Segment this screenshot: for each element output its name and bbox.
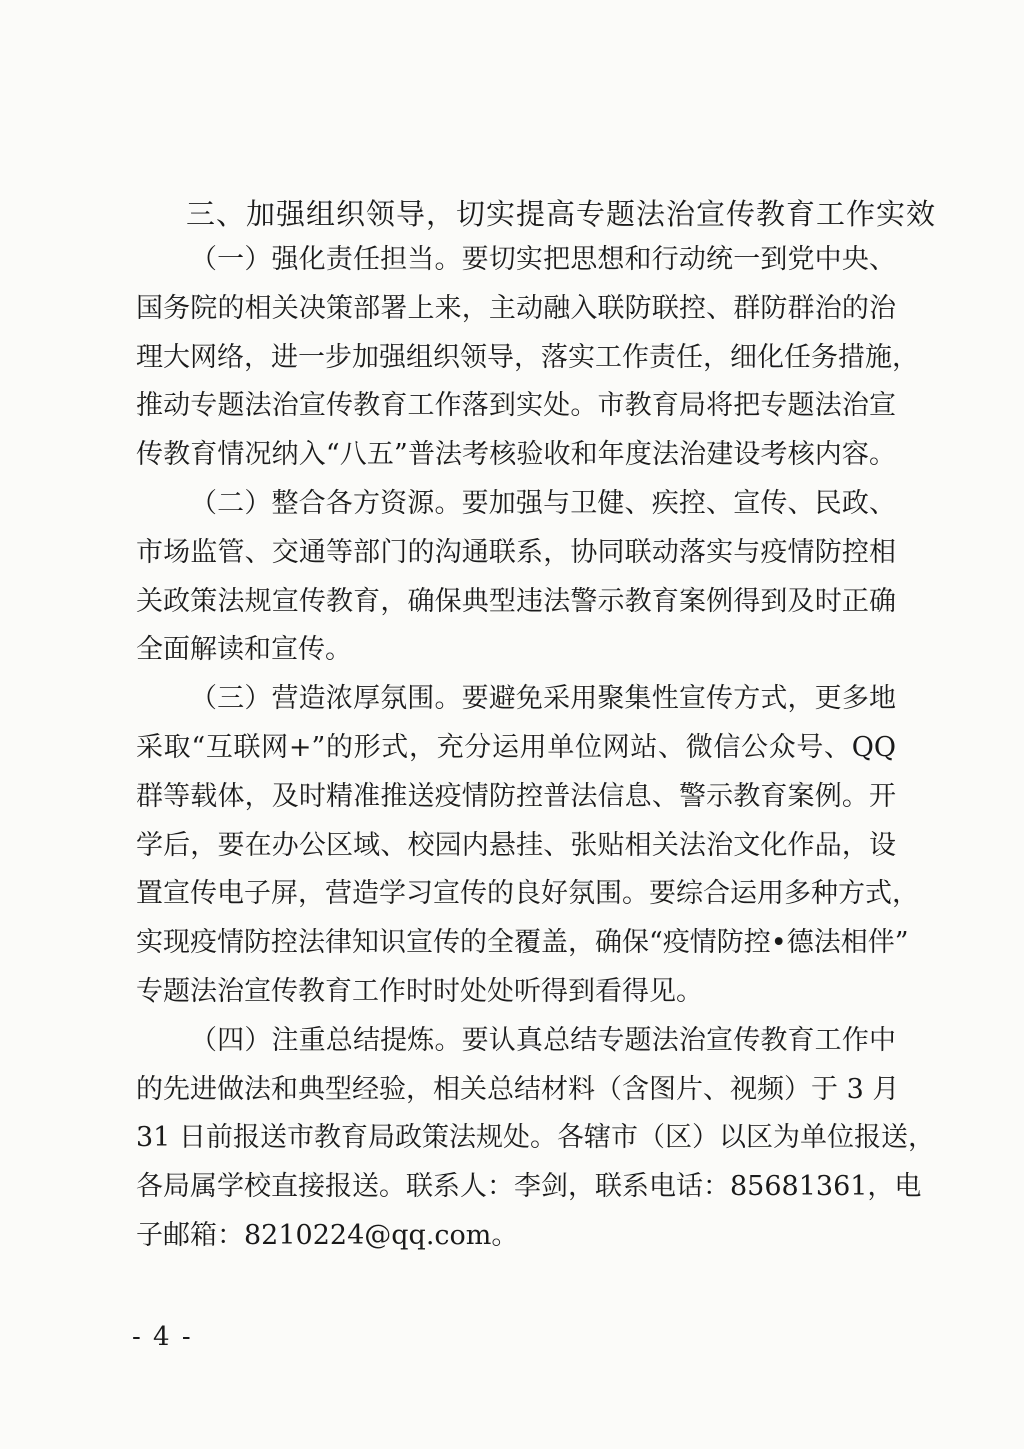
- paragraph-line: （四）注重总结提炼。要认真总结专题法治宣传教育工作中: [190, 1024, 896, 1056]
- paragraph-line: 的先进做法和典型经验，相关总结材料（含图片、视频）于 3 月: [136, 1073, 900, 1105]
- paragraph-line: 31 日前报送市教育局政策法规处。各辖市（区）以区为单位报送，: [136, 1122, 935, 1154]
- paragraph-1: [136, 236, 919, 480]
- page-number: - 4 -: [132, 1322, 193, 1352]
- paragraph-line: （一）强化责任担当。要切实把思想和行动统一到党中央、: [190, 244, 896, 275]
- paragraph-line: 采取“互联网+”的形式，充分运用单位网站、微信公众号、QQ: [136, 731, 896, 763]
- section-heading: 三、加强组织领导，切实提高专题法治宣传教育工作实效: [186, 197, 937, 231]
- paragraph-line: （二）整合各方资源。要加强与卫健、疾控、宣传、民政、: [190, 487, 896, 519]
- paragraph-3: [136, 675, 919, 1017]
- paragraph-line: 全面解读和宣传。: [136, 634, 352, 666]
- paragraph-line: 传教育情况纳入“八五”普法考核验收和年度法治建设考核内容。: [136, 439, 896, 471]
- paragraph-line: 群等载体，及时精准推送疫情防控普法信息、警示教育案例。开: [136, 780, 896, 812]
- paragraph-line: 各局属学校直接报送。联系人：李剑，联系电话：85681361，电: [136, 1171, 922, 1203]
- paragraph-line: 推动专题法治宣传教育工作落到实处。市教育局将把专题法治宣: [136, 390, 896, 422]
- paragraph-4: [136, 1017, 935, 1261]
- paragraph-line: 关政策法规宣传教育，确保典型违法警示教育案例得到及时正确: [136, 585, 896, 617]
- paragraph-line: （三）营造浓厚氛围。要避免采用聚集性宣传方式，更多地: [190, 683, 896, 715]
- body-text: [136, 236, 935, 1261]
- paragraph-line: 国务院的相关决策部署上来，主动融入联防联控、群防群治的治: [136, 292, 896, 324]
- paragraph-line: 市场监管、交通等部门的沟通联系，协同联动落实与疫情防控相: [136, 536, 896, 568]
- paragraph-line: 子邮箱：8210224@qq.com。: [136, 1219, 519, 1251]
- paragraph-line: 实现疫情防控法律知识宣传的全覆盖，确保“疫情防控•德法相伴”: [136, 927, 909, 959]
- paragraph-line: 置宣传电子屏，营造学习宣传的良好氛围。要综合运用多种方式，: [136, 878, 919, 910]
- paragraph-2: [136, 480, 896, 675]
- paragraph-line: 理大网络，进一步加强组织领导，落实工作责任，细化任务措施，: [136, 341, 919, 373]
- paragraph-line: 专题法治宣传教育工作时时处处听得到看得见。: [136, 975, 703, 1007]
- paragraph-line: 学后，要在办公区域、校园内悬挂、张贴相关法治文化作品，设: [136, 829, 896, 861]
